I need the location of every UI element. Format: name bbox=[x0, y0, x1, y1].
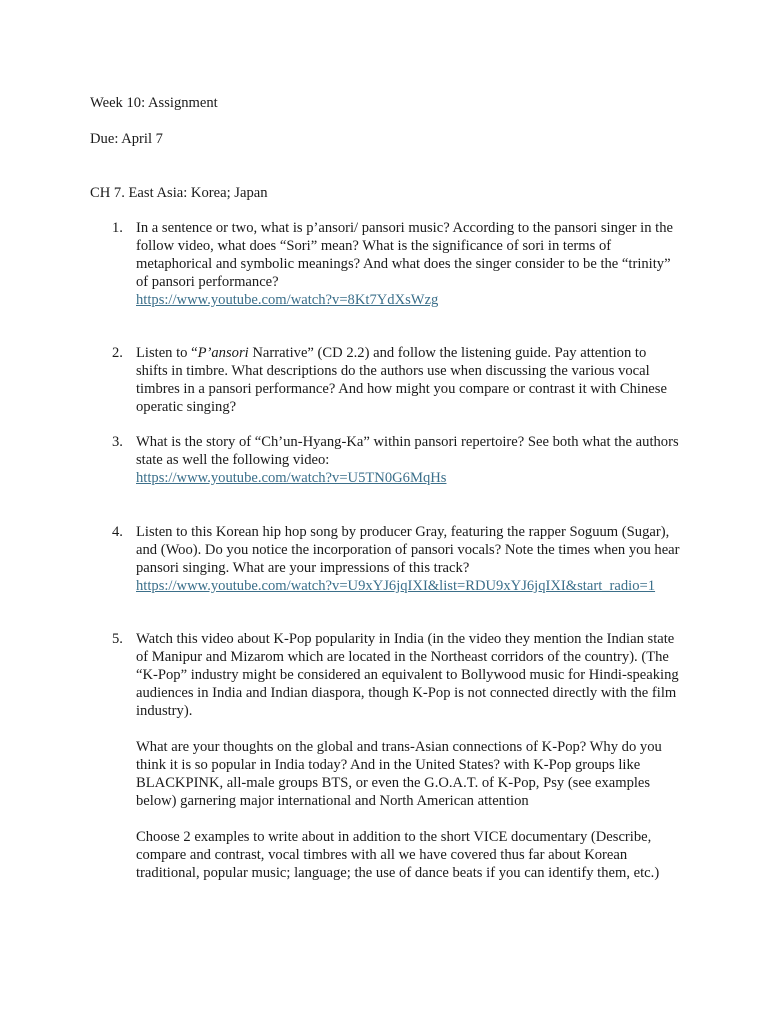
question-paragraph-2: What are your thoughts on the global and trans-Asian connections of K-Pop? Why do you think it is so popular in India today? And in the United States? with K-Pop groups like BLACKPINK, all-male groups BTS, or even the G.O.A.T. of K-Pop, Psy (see examples below) garnering major international and North American attention bbox=[136, 739, 662, 809]
question-number: 4. bbox=[112, 524, 123, 540]
question-2 bbox=[112, 344, 681, 416]
question-number: 1. bbox=[112, 220, 123, 236]
video-link[interactable]: https://www.youtube.com/watch?v=8Kt7YdXsWzg bbox=[136, 292, 439, 308]
question-text bbox=[136, 344, 681, 416]
question-paragraph-3: Choose 2 examples to write about in addition to the short VICE documentary (Describe, compare and contrast, vocal timbres with all we have covered thus far about Korean traditional, popular music; language; the use of dance beats if you can identify them, etc.) bbox=[136, 829, 660, 881]
text-segment: Narrative” (CD 2.2) and follow the listening guide. Pay attention to shifts in timbre. What descriptions do the authors use when discussing the various vocal timbres in a pansori performance? And how might you compare or contrast it with Chinese operatic singing? bbox=[136, 345, 667, 415]
question-text: Listen to this Korean hip hop song by producer Gray, featuring the rapper Soguum (Sugar), and (Woo). Do you notice the incorporation of pansori vocals? Note the times when you hear pansori singing. What are your impressions of this track? bbox=[136, 524, 680, 576]
chapter-heading: CH 7. East Asia: Korea; Japan bbox=[90, 185, 268, 201]
italic-title: P’ansori bbox=[197, 345, 249, 361]
question-text: Watch this video about K-Pop popularity in India (in the video they mention the Indian state of Manipur and Mizarom which are located in the Northeast corridors of the country). (The “K-Pop” industry might be considered an equivalent to Bollywood music for Hindi-speaking audiences in India and Indian diaspora, though K-Pop is not connected directly with the film industry). bbox=[136, 631, 679, 719]
video-link[interactable]: https://www.youtube.com/watch?v=U9xYJ6jqIXI&list=RDU9xYJ6jqIXI&start_radio=1 bbox=[136, 578, 656, 594]
video-link[interactable]: https://www.youtube.com/watch?v=U5TN0G6MqHs bbox=[136, 470, 447, 486]
question-number: 5. bbox=[112, 631, 123, 647]
question-5 bbox=[112, 630, 681, 882]
text-segment: Listen to “ bbox=[136, 345, 198, 361]
question-number: 3. bbox=[112, 434, 123, 450]
question-number: 2. bbox=[112, 345, 123, 361]
question-1 bbox=[112, 219, 681, 309]
assignment-title: Week 10: Assignment bbox=[90, 95, 218, 111]
due-date: Due: April 7 bbox=[90, 131, 163, 147]
question-3 bbox=[112, 433, 681, 487]
question-text: In a sentence or two, what is p’ansori/ pansori music? According to the pansori singer in the follow video, what does “Sori” mean? What is the significance of sori in terms of metaphorical and symbolic meanings? And what does the singer consider to be the “trinity” of pansori performance? bbox=[136, 220, 673, 290]
question-text: What is the story of “Ch’un-Hyang-Ka” within pansori repertoire? See both what the authors state as well the following video: bbox=[136, 434, 679, 468]
question-4 bbox=[112, 523, 681, 595]
